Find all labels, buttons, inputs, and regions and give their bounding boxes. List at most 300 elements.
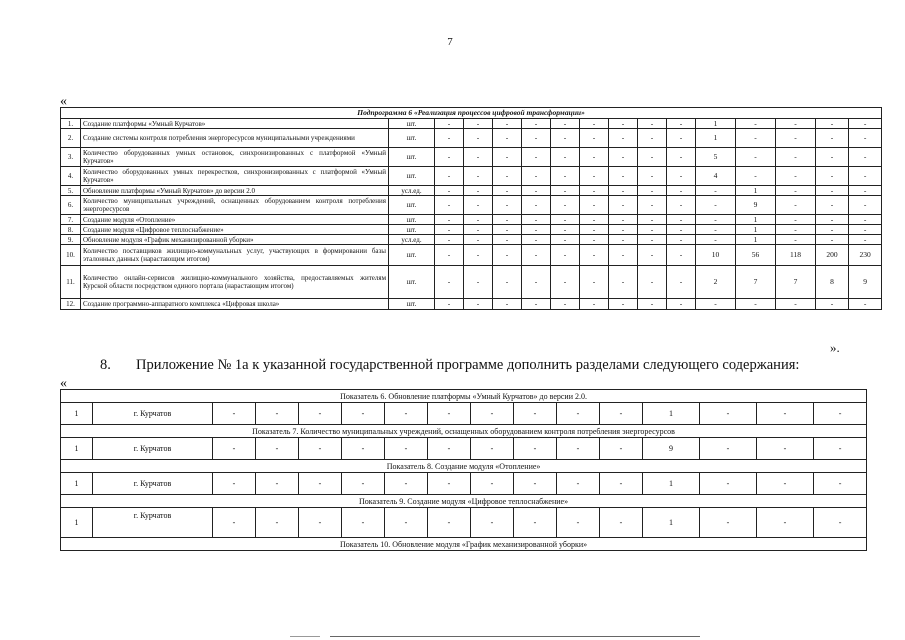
indicator-value: 9 bbox=[736, 196, 776, 215]
indicator-value: - bbox=[435, 215, 464, 225]
indicator-value: - bbox=[471, 473, 514, 495]
indicator-value: 1 bbox=[696, 119, 736, 129]
appendix-text: Приложение № 1а к указанной государственной программе дополнить разделами следующего содержания: bbox=[136, 357, 800, 373]
municipality-name: г. Курчатов bbox=[93, 403, 213, 425]
indicator-value: - bbox=[557, 403, 600, 425]
indicator-section-title-row bbox=[61, 425, 867, 438]
indicator-value: - bbox=[580, 299, 609, 310]
indicator-value: - bbox=[464, 129, 493, 148]
indicator-value: - bbox=[342, 508, 385, 538]
row-number: 1. bbox=[61, 119, 81, 129]
indicator-value: 1 bbox=[736, 215, 776, 225]
indicator-value: - bbox=[493, 235, 522, 245]
unit-of-measure: шт. bbox=[389, 266, 435, 299]
indicator-value: - bbox=[609, 299, 638, 310]
indicator-value: - bbox=[816, 215, 849, 225]
indicator-section-title-row bbox=[61, 390, 867, 403]
indicator-name: Создание модуля «Цифровое теплоснабжение» bbox=[81, 225, 389, 235]
indicator-value: - bbox=[816, 167, 849, 186]
indicator-value: - bbox=[464, 245, 493, 266]
indicator-value: - bbox=[213, 473, 256, 495]
indicator-value: - bbox=[696, 225, 736, 235]
indicator-name: Количество оборудованных умных перекрестков, синхронизированных с платформой «Умный Курчатов» bbox=[81, 167, 389, 186]
indicator-value: - bbox=[849, 129, 882, 148]
indicator-value: - bbox=[514, 403, 557, 425]
indicator-value: - bbox=[213, 403, 256, 425]
indicator-value: - bbox=[428, 403, 471, 425]
indicator-value: - bbox=[696, 186, 736, 196]
appendix-instruction bbox=[100, 357, 799, 374]
row-number: 1 bbox=[61, 473, 93, 495]
indicator-value: - bbox=[757, 473, 814, 495]
indicator-value: - bbox=[522, 235, 551, 245]
indicator-value: - bbox=[580, 129, 609, 148]
indicator-value: - bbox=[299, 473, 342, 495]
indicator-value: - bbox=[609, 225, 638, 235]
indicator-value: - bbox=[522, 225, 551, 235]
indicator-value: - bbox=[609, 119, 638, 129]
indicator-value: - bbox=[700, 508, 757, 538]
indicator-value: - bbox=[776, 186, 816, 196]
indicator-value: - bbox=[736, 129, 776, 148]
indicator-value: - bbox=[435, 266, 464, 299]
indicator-value: - bbox=[464, 196, 493, 215]
indicator-value: - bbox=[557, 473, 600, 495]
indicator-row bbox=[61, 129, 882, 148]
indicator-value: - bbox=[638, 186, 667, 196]
indicator-value: - bbox=[435, 299, 464, 310]
indicator-section-row bbox=[61, 508, 867, 538]
indicator-value: - bbox=[471, 403, 514, 425]
indicator-section-title: Показатель 8. Создание модуля «Отопление» bbox=[61, 460, 867, 473]
indicator-value: - bbox=[514, 473, 557, 495]
unit-of-measure: шт. bbox=[389, 299, 435, 310]
row-number: 10. bbox=[61, 245, 81, 266]
indicator-value: 9 bbox=[849, 266, 882, 299]
indicator-value: - bbox=[435, 225, 464, 235]
indicator-value: - bbox=[667, 148, 696, 167]
indicator-value: - bbox=[816, 196, 849, 215]
indicator-value: - bbox=[816, 225, 849, 235]
indicator-value: - bbox=[522, 215, 551, 225]
indicator-value: - bbox=[816, 119, 849, 129]
indicator-value: 230 bbox=[849, 245, 882, 266]
indicator-row bbox=[61, 266, 882, 299]
indicator-value: - bbox=[580, 119, 609, 129]
indicator-value: - bbox=[557, 438, 600, 460]
indicator-section-title-row bbox=[61, 460, 867, 473]
indicator-value: - bbox=[609, 215, 638, 225]
indicator-row bbox=[61, 167, 882, 186]
indicator-value: - bbox=[522, 196, 551, 215]
indicator-value: - bbox=[776, 167, 816, 186]
open-quote-top: « bbox=[60, 94, 67, 109]
indicator-value: - bbox=[667, 266, 696, 299]
indicator-name: Количество поставщиков жилищно-коммунальных услуг, участвующих в формировании базы эталонных данных (нарастающим итогом) bbox=[81, 245, 389, 266]
indicator-value: - bbox=[638, 119, 667, 129]
municipality-name: г. Курчатов bbox=[93, 473, 213, 495]
indicator-value: - bbox=[609, 245, 638, 266]
indicator-value: - bbox=[551, 245, 580, 266]
row-number: 4. bbox=[61, 167, 81, 186]
indicator-value: - bbox=[580, 225, 609, 235]
indicator-value: - bbox=[816, 299, 849, 310]
unit-of-measure: шт. bbox=[389, 167, 435, 186]
indicator-name: Обновление модуля «График механизированной уборки» bbox=[81, 235, 389, 245]
indicator-value: - bbox=[609, 235, 638, 245]
indicator-value: - bbox=[776, 215, 816, 225]
indicator-row bbox=[61, 225, 882, 235]
indicator-value: - bbox=[493, 148, 522, 167]
indicator-name: Количество оборудованных умных остановок, синхронизированных с платформой «Умный Курчатов» bbox=[81, 148, 389, 167]
indicator-value: - bbox=[736, 148, 776, 167]
indicator-name: Количество муниципальных учреждений, оснащенных оборудованием контроля потребления энергоресурсов bbox=[81, 196, 389, 215]
indicator-value: - bbox=[464, 186, 493, 196]
indicator-value: 1 bbox=[736, 235, 776, 245]
unit-of-measure: шт. bbox=[389, 129, 435, 148]
indicator-value: - bbox=[522, 119, 551, 129]
indicator-value: - bbox=[580, 266, 609, 299]
indicator-section-title: Показатель 9. Создание модуля «Цифровое теплоснабжение» bbox=[61, 495, 867, 508]
indicator-section-title-row bbox=[61, 495, 867, 508]
indicator-value: - bbox=[435, 245, 464, 266]
indicator-section-title-row bbox=[61, 538, 867, 551]
indicator-value: - bbox=[580, 186, 609, 196]
indicator-section-title: Показатель 6. Обновление платформы «Умный Курчатов» до версии 2.0. bbox=[61, 390, 867, 403]
indicator-value: - bbox=[600, 508, 643, 538]
indicator-value: - bbox=[551, 186, 580, 196]
indicator-value: - bbox=[814, 473, 867, 495]
indicator-value: - bbox=[580, 235, 609, 245]
indicator-value: - bbox=[849, 196, 882, 215]
indicator-value: - bbox=[638, 225, 667, 235]
indicator-value: - bbox=[736, 299, 776, 310]
subprogram-title: Подпрограмма 6 «Реализация процессов цифровой трансформации» bbox=[61, 108, 882, 119]
indicator-value: - bbox=[493, 186, 522, 196]
indicator-value: - bbox=[428, 508, 471, 538]
indicator-value: - bbox=[385, 473, 428, 495]
indicator-value: - bbox=[580, 167, 609, 186]
indicator-value: 1 bbox=[643, 473, 700, 495]
indicator-value: - bbox=[849, 235, 882, 245]
indicator-value: - bbox=[435, 196, 464, 215]
indicator-value: 7 bbox=[736, 266, 776, 299]
indicator-value: - bbox=[493, 119, 522, 129]
indicator-value: - bbox=[551, 235, 580, 245]
indicator-value: - bbox=[580, 196, 609, 215]
indicator-row bbox=[61, 148, 882, 167]
indicator-value: - bbox=[428, 438, 471, 460]
indicator-value: - bbox=[667, 225, 696, 235]
indicator-value: - bbox=[435, 186, 464, 196]
unit-of-measure: шт. bbox=[389, 196, 435, 215]
indicator-value: - bbox=[667, 129, 696, 148]
row-number: 8. bbox=[61, 225, 81, 235]
indicator-value: - bbox=[849, 119, 882, 129]
indicator-value: - bbox=[435, 129, 464, 148]
indicator-value: 118 bbox=[776, 245, 816, 266]
indicator-value: - bbox=[667, 186, 696, 196]
indicator-value: - bbox=[256, 438, 299, 460]
indicator-value: - bbox=[493, 215, 522, 225]
indicator-value: - bbox=[757, 438, 814, 460]
indicator-value: 1 bbox=[643, 508, 700, 538]
indicator-value: - bbox=[522, 245, 551, 266]
indicator-row bbox=[61, 235, 882, 245]
row-number: 11. bbox=[61, 266, 81, 299]
indicator-value: - bbox=[493, 129, 522, 148]
indicator-value: - bbox=[213, 508, 256, 538]
indicator-value: - bbox=[464, 299, 493, 310]
indicator-value: - bbox=[667, 119, 696, 129]
indicator-value: - bbox=[638, 167, 667, 186]
indicator-value: - bbox=[435, 235, 464, 245]
indicator-value: - bbox=[464, 119, 493, 129]
indicator-value: - bbox=[493, 196, 522, 215]
indicator-value: - bbox=[638, 245, 667, 266]
indicator-value: - bbox=[464, 235, 493, 245]
indicator-value: - bbox=[814, 438, 867, 460]
indicator-value: 10 bbox=[696, 245, 736, 266]
indicator-value: - bbox=[551, 148, 580, 167]
indicator-value: 7 bbox=[776, 266, 816, 299]
indicator-value: 1 bbox=[736, 225, 776, 235]
indicator-value: - bbox=[776, 119, 816, 129]
indicator-row bbox=[61, 119, 882, 129]
indicator-value: - bbox=[342, 473, 385, 495]
indicator-value: - bbox=[609, 196, 638, 215]
indicator-value: - bbox=[551, 299, 580, 310]
unit-of-measure: шт. bbox=[389, 225, 435, 235]
close-quote: ». bbox=[830, 340, 840, 355]
indicator-value: - bbox=[609, 186, 638, 196]
municipality-name: г. Курчатов bbox=[93, 438, 213, 460]
row-number: 9. bbox=[61, 235, 81, 245]
indicator-value: - bbox=[638, 215, 667, 225]
indicator-value: - bbox=[696, 235, 736, 245]
indicator-value: - bbox=[757, 403, 814, 425]
indicator-value: - bbox=[557, 508, 600, 538]
indicator-value: - bbox=[435, 119, 464, 129]
indicator-value: - bbox=[638, 266, 667, 299]
row-number: 6. bbox=[61, 196, 81, 215]
indicator-name: Создание программно-аппаратного комплекса «Цифровая школа» bbox=[81, 299, 389, 310]
indicator-value: - bbox=[776, 129, 816, 148]
indicator-value: - bbox=[776, 235, 816, 245]
indicator-value: - bbox=[493, 167, 522, 186]
indicator-value: - bbox=[776, 148, 816, 167]
indicator-value: - bbox=[638, 148, 667, 167]
indicator-value: - bbox=[299, 438, 342, 460]
indicator-value: - bbox=[667, 245, 696, 266]
indicator-row bbox=[61, 186, 882, 196]
unit-of-measure: шт. bbox=[389, 148, 435, 167]
indicator-sections-table bbox=[60, 389, 867, 551]
indicator-value: - bbox=[736, 167, 776, 186]
row-number: 7. bbox=[61, 215, 81, 225]
indicator-value: - bbox=[609, 148, 638, 167]
page-number: 7 bbox=[447, 36, 453, 48]
indicator-value: 8 bbox=[816, 266, 849, 299]
indicator-value: - bbox=[667, 215, 696, 225]
indicator-name: Обновление платформы «Умный Курчатов» до версии 2.0 bbox=[81, 186, 389, 196]
indicator-value: - bbox=[464, 225, 493, 235]
indicator-value: - bbox=[776, 196, 816, 215]
indicator-value: 2 bbox=[696, 266, 736, 299]
indicator-value: - bbox=[849, 299, 882, 310]
indicator-value: - bbox=[849, 167, 882, 186]
indicator-value: - bbox=[849, 225, 882, 235]
indicator-value: - bbox=[814, 403, 867, 425]
row-number: 3. bbox=[61, 148, 81, 167]
unit-of-measure: шт. bbox=[389, 245, 435, 266]
indicator-value: - bbox=[514, 508, 557, 538]
indicator-value: - bbox=[849, 148, 882, 167]
row-number: 5. bbox=[61, 186, 81, 196]
indicator-value: - bbox=[522, 186, 551, 196]
unit-of-measure: усл.ед. bbox=[389, 186, 435, 196]
indicator-value: - bbox=[580, 245, 609, 266]
appendix-item-number: 8. bbox=[100, 357, 111, 373]
indicator-value: - bbox=[736, 119, 776, 129]
row-number: 1 bbox=[61, 438, 93, 460]
indicator-value: - bbox=[816, 129, 849, 148]
indicator-value: - bbox=[667, 196, 696, 215]
indicator-value: - bbox=[638, 129, 667, 148]
indicator-value: - bbox=[757, 508, 814, 538]
row-number: 1 bbox=[61, 508, 93, 538]
indicator-value: - bbox=[464, 167, 493, 186]
indicator-value: 200 bbox=[816, 245, 849, 266]
indicator-value: - bbox=[638, 299, 667, 310]
indicator-value: 4 bbox=[696, 167, 736, 186]
row-number: 1 bbox=[61, 403, 93, 425]
indicator-value: - bbox=[464, 148, 493, 167]
footer-rule-short bbox=[290, 636, 320, 637]
indicator-value: - bbox=[385, 438, 428, 460]
indicator-value: - bbox=[696, 215, 736, 225]
indicator-value: - bbox=[522, 148, 551, 167]
indicator-value: - bbox=[551, 129, 580, 148]
indicator-value: - bbox=[551, 215, 580, 225]
indicator-value: - bbox=[696, 196, 736, 215]
indicator-section-title: Показатель 10. Обновление модуля «График механизированной уборки» bbox=[61, 538, 867, 551]
indicator-value: - bbox=[256, 508, 299, 538]
indicator-value: - bbox=[814, 508, 867, 538]
indicator-value: - bbox=[696, 299, 736, 310]
unit-of-measure: шт. bbox=[389, 215, 435, 225]
indicator-value: 1 bbox=[643, 403, 700, 425]
indicator-value: - bbox=[609, 167, 638, 186]
indicator-value: - bbox=[522, 266, 551, 299]
indicator-value: - bbox=[600, 403, 643, 425]
indicator-value: - bbox=[776, 225, 816, 235]
indicator-value: - bbox=[600, 473, 643, 495]
indicator-name: Количество онлайн-сервисов жилищно-коммунального хозяйства, предоставляемых жителям Курской области посредством единого портала (нарастающим итогом) bbox=[81, 266, 389, 299]
indicator-value: - bbox=[256, 473, 299, 495]
indicator-value: - bbox=[816, 186, 849, 196]
indicator-row bbox=[61, 215, 882, 225]
indicator-value: - bbox=[849, 186, 882, 196]
indicator-value: - bbox=[609, 129, 638, 148]
indicator-value: - bbox=[522, 299, 551, 310]
indicator-value: - bbox=[551, 167, 580, 186]
indicator-value: - bbox=[700, 438, 757, 460]
indicator-value: - bbox=[385, 508, 428, 538]
subprogram-indicators-table bbox=[60, 107, 882, 310]
indicator-value: - bbox=[471, 508, 514, 538]
indicator-value: - bbox=[580, 148, 609, 167]
indicator-name: Создание модуля «Отопление» bbox=[81, 215, 389, 225]
indicator-value: - bbox=[551, 225, 580, 235]
municipality-name: г. Курчатов bbox=[93, 508, 213, 538]
indicator-value: - bbox=[816, 148, 849, 167]
indicator-value: - bbox=[638, 196, 667, 215]
indicator-value: - bbox=[299, 403, 342, 425]
indicator-value: - bbox=[667, 235, 696, 245]
indicator-value: - bbox=[667, 167, 696, 186]
indicator-row bbox=[61, 196, 882, 215]
unit-of-measure: шт. bbox=[389, 119, 435, 129]
indicator-value: 56 bbox=[736, 245, 776, 266]
footer-rule-long bbox=[330, 636, 700, 637]
indicator-value: - bbox=[551, 266, 580, 299]
indicator-value: - bbox=[580, 215, 609, 225]
row-number: 12. bbox=[61, 299, 81, 310]
open-quote-bottom: « bbox=[60, 376, 67, 391]
indicator-section-row bbox=[61, 473, 867, 495]
indicator-value: - bbox=[471, 438, 514, 460]
indicator-value: - bbox=[700, 403, 757, 425]
unit-of-measure: усл.ед. bbox=[389, 235, 435, 245]
indicator-value: - bbox=[514, 438, 557, 460]
indicator-value: - bbox=[816, 235, 849, 245]
indicator-value: - bbox=[299, 508, 342, 538]
indicator-value: 1 bbox=[736, 186, 776, 196]
row-number: 2. bbox=[61, 129, 81, 148]
indicator-value: - bbox=[493, 245, 522, 266]
indicator-value: - bbox=[464, 215, 493, 225]
indicator-value: - bbox=[776, 299, 816, 310]
indicator-value: - bbox=[435, 148, 464, 167]
indicator-value: 5 bbox=[696, 148, 736, 167]
indicator-value: - bbox=[435, 167, 464, 186]
indicator-value: - bbox=[493, 266, 522, 299]
indicator-value: - bbox=[256, 403, 299, 425]
indicator-row bbox=[61, 245, 882, 266]
indicator-name: Создание системы контроля потребления энергоресурсов муниципальными учреждениями bbox=[81, 129, 389, 148]
indicator-value: - bbox=[849, 215, 882, 225]
indicator-value: - bbox=[213, 438, 256, 460]
indicator-value: - bbox=[493, 225, 522, 235]
indicator-value: - bbox=[464, 266, 493, 299]
indicator-section-row bbox=[61, 403, 867, 425]
indicator-value: - bbox=[342, 403, 385, 425]
indicator-value: - bbox=[493, 299, 522, 310]
indicator-value: - bbox=[638, 235, 667, 245]
indicator-value: - bbox=[609, 266, 638, 299]
indicator-value: - bbox=[551, 119, 580, 129]
indicator-value: 9 bbox=[643, 438, 700, 460]
indicator-value: - bbox=[342, 438, 385, 460]
indicator-value: - bbox=[551, 196, 580, 215]
indicator-name: Создание платформы «Умный Курчатов» bbox=[81, 119, 389, 129]
indicator-value: - bbox=[522, 129, 551, 148]
indicator-section-title: Показатель 7. Количество муниципальных учреждений, оснащенных оборудованием контроля потребления энергоресурсов bbox=[61, 425, 867, 438]
indicator-section-row bbox=[61, 438, 867, 460]
indicator-row bbox=[61, 299, 882, 310]
indicator-value: - bbox=[385, 403, 428, 425]
